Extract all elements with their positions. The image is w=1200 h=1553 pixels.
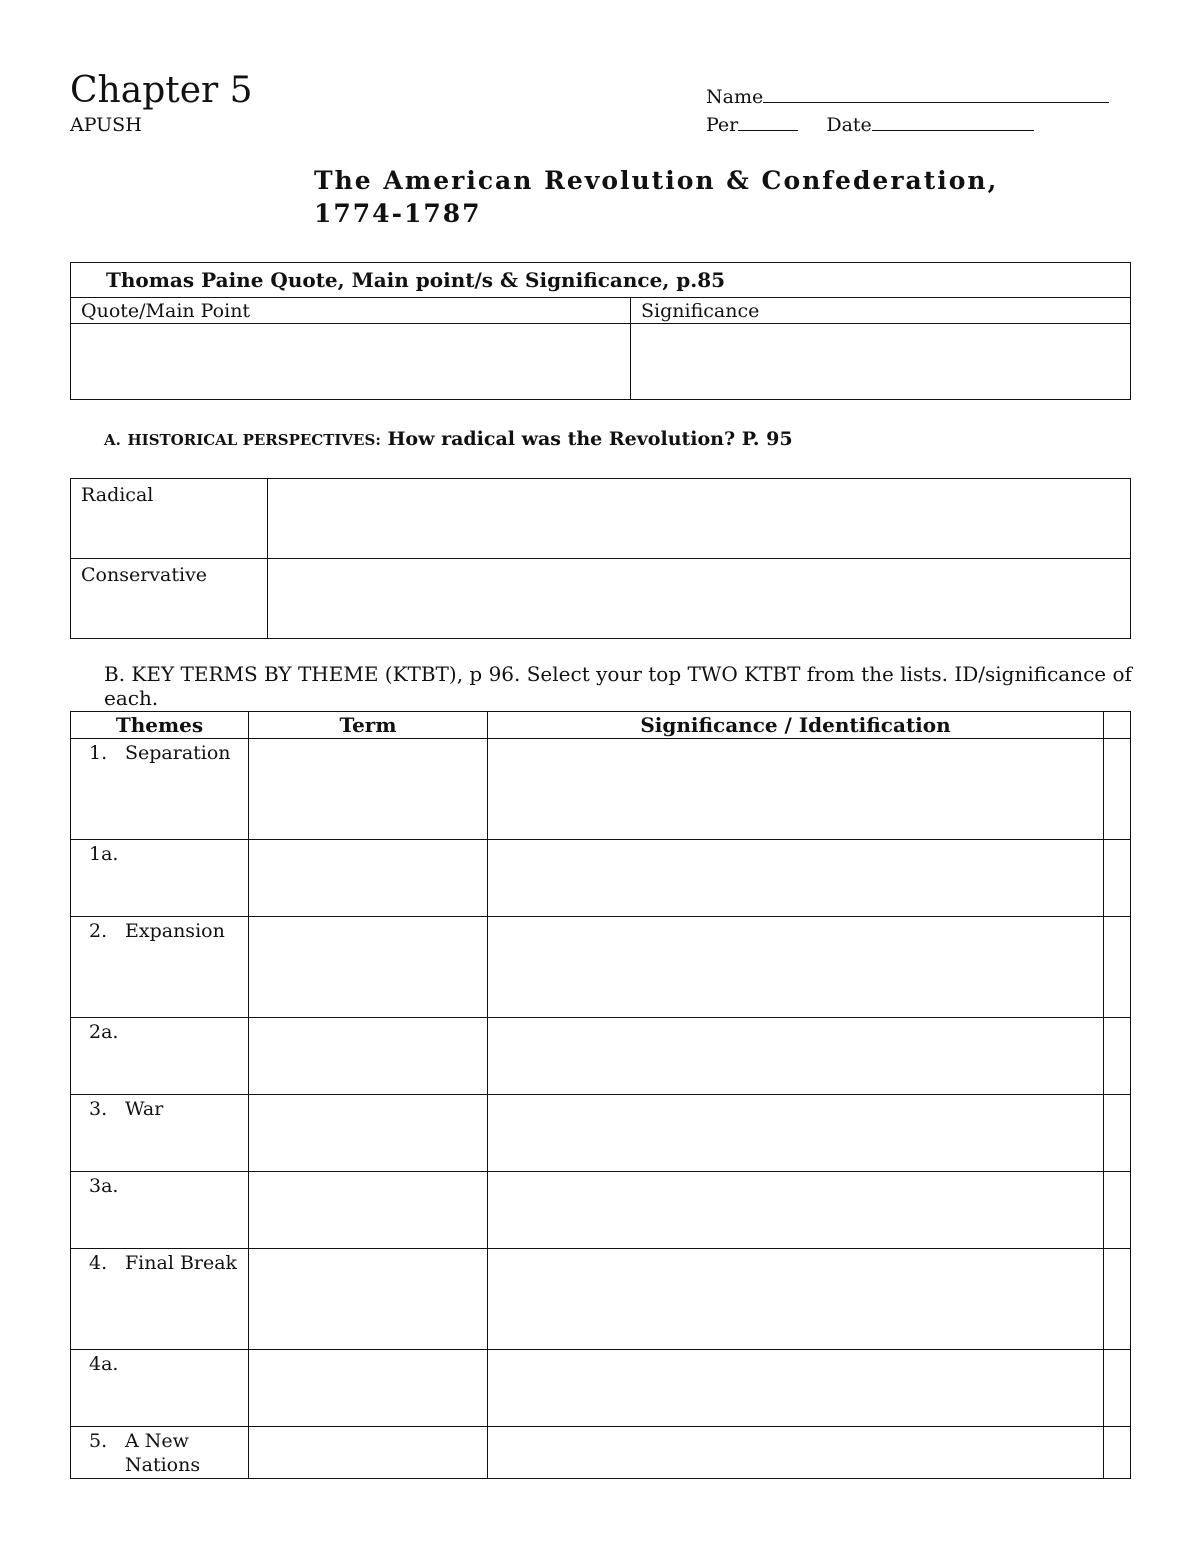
section-a-letter: A. [104, 431, 121, 449]
theme-number: 2a. [89, 1021, 119, 1043]
conservative-label: Conservative [71, 559, 268, 639]
conservative-answer-cell[interactable] [268, 559, 1131, 639]
radical-label: Radical [71, 479, 268, 559]
name-field-row [706, 84, 1109, 109]
table-row [71, 1249, 1131, 1350]
theme-label: Final Break [125, 1252, 238, 1274]
theme-label [125, 1174, 241, 1198]
per-date-row [706, 112, 1034, 137]
significance-cell[interactable] [488, 1427, 1104, 1479]
significance-id-column-header: Significance / Identification [488, 712, 1104, 739]
table-row [71, 917, 1131, 1018]
theme-number: 5. [89, 1430, 108, 1452]
significance-cell[interactable] [488, 917, 1104, 1018]
per-blank[interactable] [738, 112, 798, 131]
term-cell[interactable] [249, 1172, 488, 1249]
significance-cell[interactable] [488, 1018, 1104, 1095]
term-cell[interactable] [249, 1095, 488, 1172]
extra-column-header [1104, 712, 1131, 739]
paine-table [70, 262, 1131, 400]
extra-cell [1104, 917, 1131, 1018]
significance-cell[interactable] [488, 840, 1104, 917]
significance-answer-cell[interactable] [631, 324, 1131, 400]
course-label: APUSH [70, 114, 142, 136]
extra-cell [1104, 840, 1131, 917]
extra-cell [1104, 1350, 1131, 1427]
section-a-question: How radical was the Revolution? P. 95 [387, 428, 793, 450]
significance-cell[interactable] [488, 1350, 1104, 1427]
significance-column-header: Significance [631, 298, 1131, 324]
term-column-header: Term [249, 712, 488, 739]
table-row [71, 1350, 1131, 1427]
section-b-heading: B. KEY TERMS BY THEME (KTBT), p 96. Select your top TWO KTBT from the lists. ID/significance of each. [104, 662, 1132, 710]
theme-label [125, 1020, 241, 1044]
quote-column-header: Quote/Main Point [71, 298, 631, 324]
extra-cell [1104, 1018, 1131, 1095]
theme-number: 3a. [89, 1175, 119, 1197]
section-a-heading [104, 428, 793, 450]
quote-answer-cell[interactable] [71, 324, 631, 400]
theme-number: 4. [89, 1252, 108, 1274]
table-row [71, 1427, 1131, 1479]
theme-label [125, 1352, 241, 1376]
theme-number: 1a. [89, 843, 119, 865]
extra-cell [1104, 1172, 1131, 1249]
name-label: Name [706, 86, 764, 108]
significance-cell[interactable] [488, 1172, 1104, 1249]
theme-label [125, 842, 241, 866]
section-a-label: HISTORICAL PERSPECTIVES: [127, 431, 381, 449]
term-cell[interactable] [249, 1249, 488, 1350]
theme-number: 2. [89, 920, 108, 942]
theme-number: 1. [89, 742, 108, 764]
worksheet-title: The American Revolution & Confederation, 1774-1787 [314, 166, 999, 228]
table-row [71, 739, 1131, 840]
paine-table-heading: Thomas Paine Quote, Main point/s & Significance, p.85 [71, 263, 1131, 298]
significance-cell[interactable] [488, 739, 1104, 840]
significance-cell[interactable] [488, 1095, 1104, 1172]
extra-cell [1104, 1249, 1131, 1350]
table-row [71, 1172, 1131, 1249]
table-row [71, 840, 1131, 917]
theme-label: Expansion [125, 920, 225, 942]
theme-number: 4a. [89, 1353, 119, 1375]
extra-cell [1104, 1095, 1131, 1172]
radical-answer-cell[interactable] [268, 479, 1131, 559]
term-cell[interactable] [249, 917, 488, 1018]
theme-label: A New Nations [125, 1430, 201, 1476]
term-cell[interactable] [249, 1427, 488, 1479]
date-blank[interactable] [872, 112, 1034, 131]
name-blank[interactable] [763, 84, 1109, 103]
theme-number: 3. [89, 1098, 108, 1120]
theme-label: War [125, 1098, 164, 1120]
theme-label: Separation [125, 742, 231, 764]
date-label: Date [826, 114, 872, 136]
table-row [71, 1095, 1131, 1172]
extra-cell [1104, 1427, 1131, 1479]
themes-column-header: Themes [71, 712, 249, 739]
chapter-heading: Chapter 5 [70, 70, 253, 111]
term-cell[interactable] [249, 1350, 488, 1427]
term-cell[interactable] [249, 1018, 488, 1095]
per-label: Per [706, 114, 739, 136]
table-row [71, 1018, 1131, 1095]
significance-cell[interactable] [488, 1249, 1104, 1350]
term-cell[interactable] [249, 739, 488, 840]
extra-cell [1104, 739, 1131, 840]
term-cell[interactable] [249, 840, 488, 917]
perspectives-table [70, 478, 1131, 639]
key-terms-table [70, 711, 1131, 1479]
